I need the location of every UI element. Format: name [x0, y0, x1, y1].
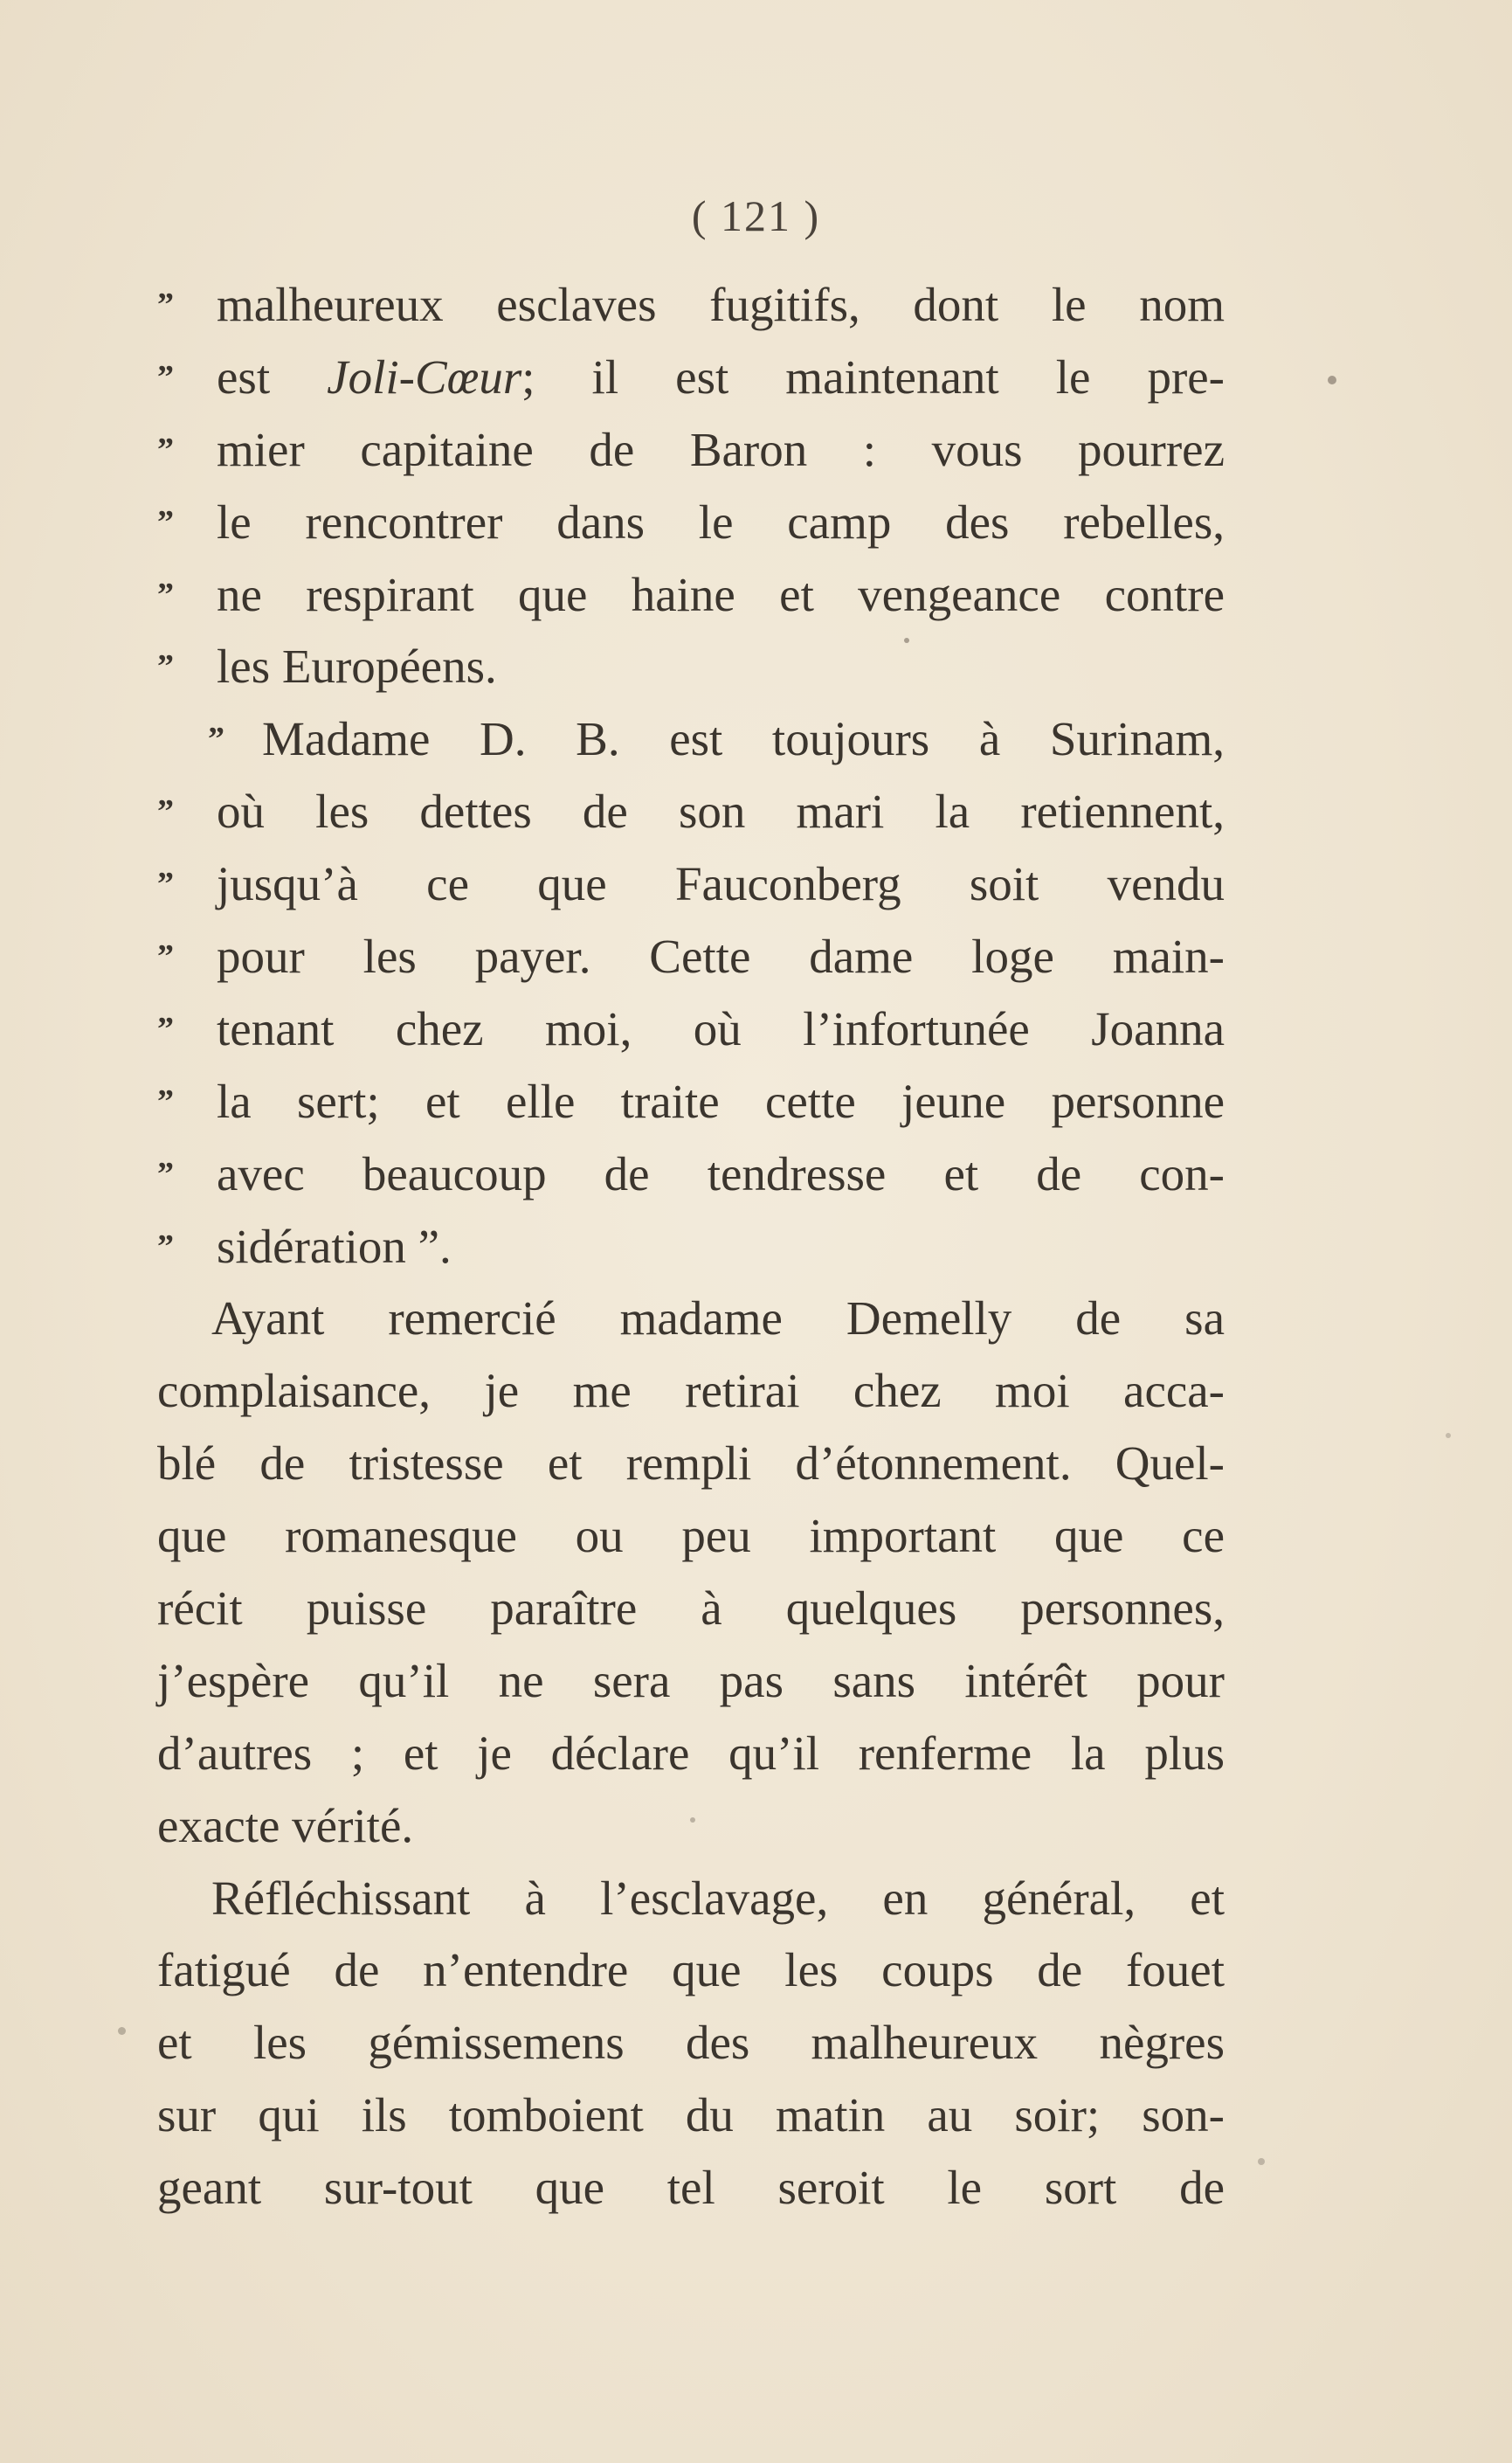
line-text: complaisance, je me retirai chez moi acca- [157, 1364, 1225, 1418]
line-text: et les gémissemens des malheureux nègres [157, 2016, 1225, 2070]
quotation-mark: ” [157, 576, 174, 613]
text-line [157, 1283, 1225, 1355]
text-line [157, 559, 1225, 632]
line-text: fatigué de n’entendre que les coups de fouet [157, 1943, 1225, 1997]
text-line [157, 2152, 1225, 2224]
line-text: sur qui ils tomboient du matin au soir; son- [157, 2088, 1225, 2142]
paper-speck [1446, 1433, 1451, 1438]
text-line [157, 1934, 1225, 2007]
text-line [157, 1790, 1225, 1863]
line-text: Madame D. B. est toujours à Surinam, [262, 712, 1225, 766]
text-line [157, 487, 1225, 559]
text-line [157, 1211, 1225, 1283]
paper-speck [1258, 2158, 1265, 2165]
text-line [157, 1645, 1225, 1718]
line-text: jusqu’à ce que Fauconberg soit vendu [217, 857, 1225, 911]
quotation-mark: ” [157, 793, 174, 831]
text-line [157, 1500, 1225, 1573]
body-text [157, 269, 1225, 2224]
quotation-mark: ” [157, 938, 174, 976]
text-line [157, 776, 1225, 848]
line-text: sidération ”. [217, 1219, 452, 1273]
quotation-mark: ” [157, 1083, 174, 1120]
paper-speck [690, 1817, 695, 1823]
text-line [157, 1863, 1225, 1935]
text-line [157, 1355, 1225, 1428]
line-text: malheureux esclaves fugitifs, dont le nom [217, 278, 1225, 331]
text-line [157, 342, 1225, 414]
line-text: récit puisse paraître à quelques personnes, [157, 1581, 1225, 1636]
line-text: ne respirant que haine et vengeance contre [217, 567, 1225, 621]
line-text: geant sur-tout que tel seroit le sort de [157, 2161, 1225, 2215]
quotation-mark: ” [157, 1010, 174, 1048]
text-line [157, 2079, 1225, 2152]
text-line [157, 2007, 1225, 2079]
line-text: tenant chez moi, où l’infortunée Joanna [217, 1001, 1225, 1055]
paper-speck [1328, 376, 1336, 384]
text-line [157, 269, 1225, 342]
text-line [157, 921, 1225, 993]
text-line [157, 1138, 1225, 1211]
text-line [157, 631, 1225, 703]
line-text: d’autres ; et je déclare qu’il renferme la plus [157, 1726, 1225, 1780]
italic-name: Joli-Cœur [327, 349, 522, 404]
quotation-mark: ” [208, 721, 224, 758]
line-text: que romanesque ou peu important que ce [157, 1509, 1225, 1563]
line-text: les Européens. [217, 640, 497, 694]
quotation-mark: ” [157, 431, 174, 468]
text-line [157, 848, 1225, 921]
paper-speck [118, 2027, 126, 2035]
line-text: le rencontrer dans le camp des rebelles, [217, 495, 1225, 549]
line-fragment: ; il est maintenant le pre- [521, 349, 1225, 404]
quotation-mark: ” [157, 648, 174, 686]
text-line [157, 1573, 1225, 1645]
line-text: Ayant remercié madame Demelly de sa [211, 1291, 1225, 1346]
line-text: pour les payer. Cette dame loge main- [217, 930, 1225, 984]
quotation-mark: ” [157, 1155, 174, 1193]
line-fragment: est [217, 349, 328, 404]
line-text [217, 342, 1225, 414]
text-line [157, 1066, 1225, 1138]
line-text: où les dettes de son mari la retiennent, [217, 785, 1225, 839]
quotation-mark: ” [157, 866, 174, 903]
quotation-mark: ” [157, 358, 174, 396]
line-text: Réfléchissant à l’esclavage, en général, et [211, 1871, 1225, 1925]
quotation-mark: ” [157, 1228, 174, 1265]
text-line [157, 414, 1225, 487]
quotation-mark: ” [157, 503, 174, 541]
line-text: mier capitaine de Baron : vous pourrez [217, 422, 1225, 476]
text-line [157, 1428, 1225, 1500]
text-line [157, 993, 1225, 1066]
line-text: avec beaucoup de tendresse et de con- [217, 1146, 1225, 1200]
page-number: ( 121 ) [691, 191, 821, 240]
quotation-mark: ” [157, 287, 174, 323]
line-text: la sert; et elle traite cette jeune personne [217, 1074, 1225, 1128]
paper-speck [904, 638, 909, 643]
text-line [157, 1718, 1225, 1790]
line-text: j’espère qu’il ne sera pas sans intérêt pour [157, 1653, 1225, 1707]
line-text: blé de tristesse et rempli d’étonnement. Quel- [157, 1436, 1225, 1491]
text-line [157, 703, 1225, 776]
line-text: exacte vérité. [157, 1798, 414, 1852]
